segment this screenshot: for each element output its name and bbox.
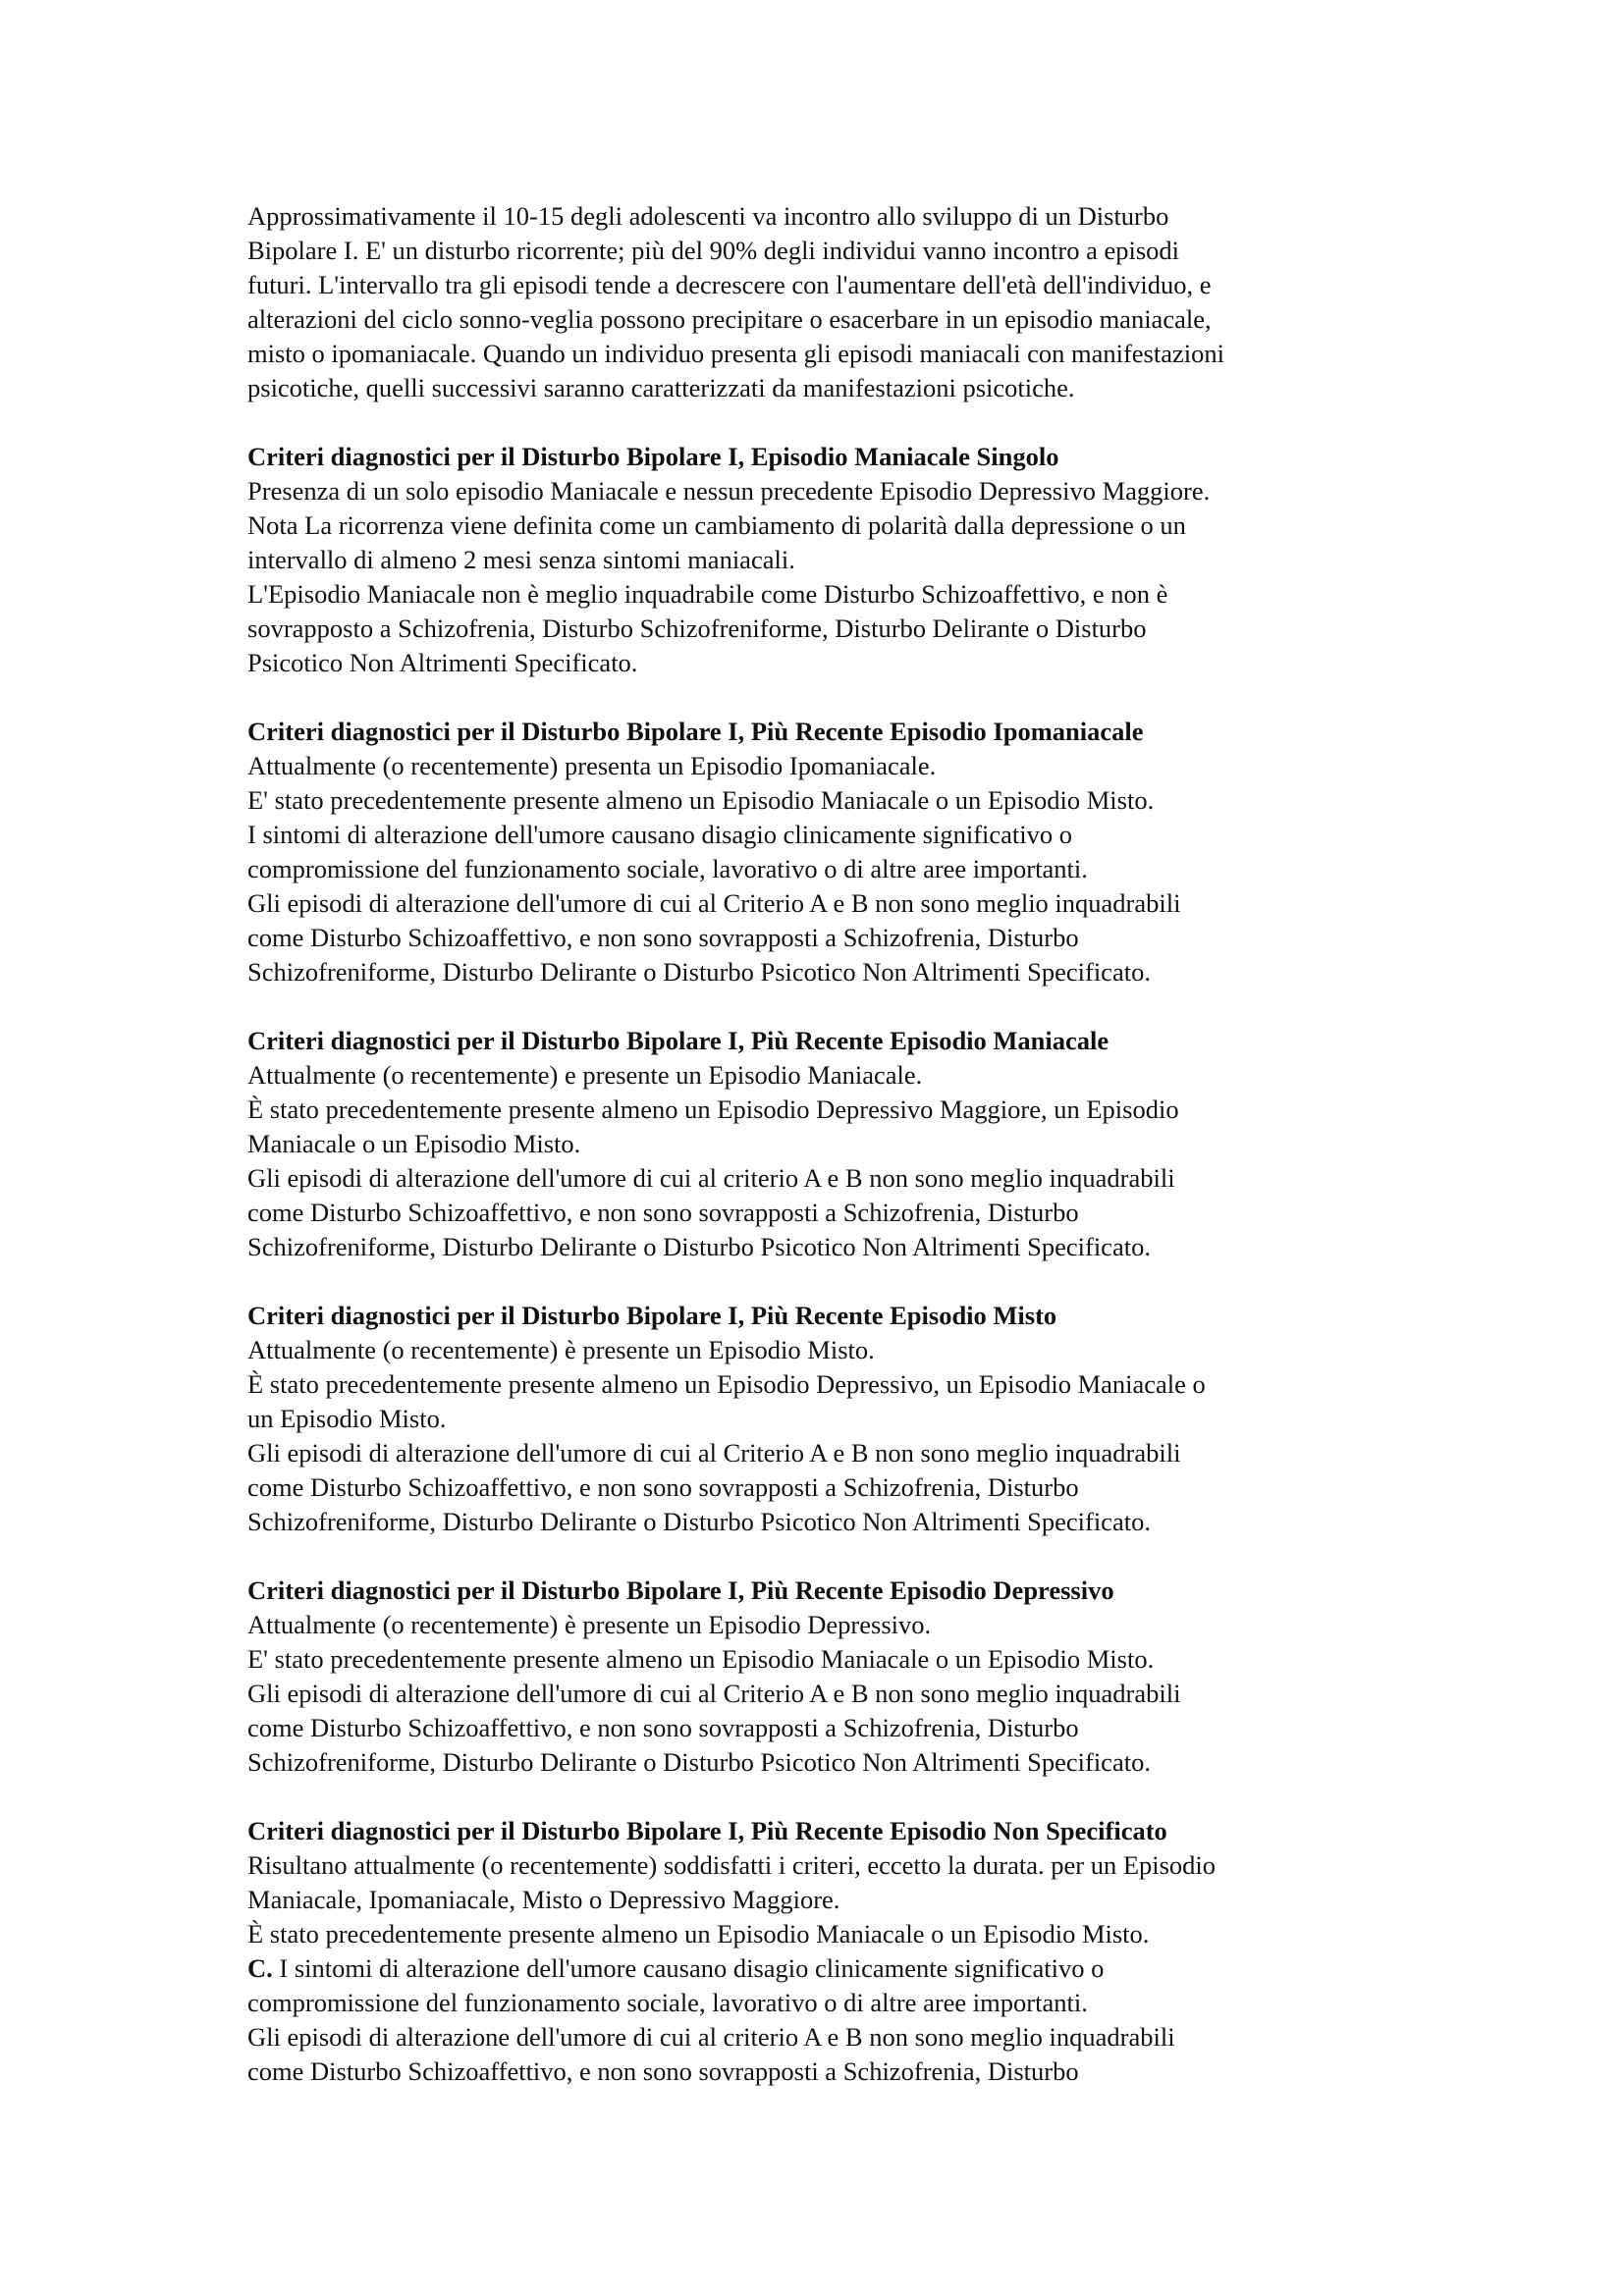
text-line: sovrapposto a Schizofrenia, Disturbo Schizofreniforme, Disturbo Delirante o Disturbo bbox=[247, 614, 1147, 643]
text-line: Gli episodi di alterazione dell'umore di cui al Criterio A e B non sono meglio inquadrabili bbox=[247, 888, 1181, 918]
text-line: Schizofreniforme, Disturbo Delirante o Disturbo Psicotico Non Altrimenti Specificato. bbox=[247, 1747, 1151, 1777]
criterion-c-label: C. bbox=[247, 1953, 273, 1983]
text-line: È stato precedentemente presente almeno un Episodio Depressivo, un Episodio Maniacale o bbox=[247, 1369, 1206, 1399]
text-line: È stato precedentemente presente almeno un Episodio Maniacale o un Episodio Misto. bbox=[247, 1919, 1150, 1949]
text-line: un Episodio Misto. bbox=[247, 1404, 447, 1433]
text-line: Schizofreniforme, Disturbo Delirante o Disturbo Psicotico Non Altrimenti Specificato. bbox=[247, 1507, 1151, 1536]
section-heading: Criteri diagnostici per il Disturbo Bipolare I, Più Recente Episodio Misto bbox=[247, 1301, 1057, 1330]
text-line: come Disturbo Schizoaffettivo, e non sono sovrapposti a Schizofrenia, Disturbo bbox=[247, 1198, 1079, 1227]
section-heading: Criteri diagnostici per il Disturbo Bipolare I, Più Recente Episodio Depressivo bbox=[247, 1575, 1114, 1605]
text-line: E' stato precedentemente presente almeno un Episodio Maniacale o un Episodio Misto. bbox=[247, 1644, 1155, 1674]
section-heading: Criteri diagnostici per il Disturbo Bipolare I, Più Recente Episodio Non Specificato bbox=[247, 1816, 1167, 1845]
text-line: misto o ipomaniacale. Quando un individuo presenta gli episodi maniacali con manifestazioni bbox=[247, 339, 1224, 368]
text-line: Maniacale o un Episodio Misto. bbox=[247, 1129, 581, 1158]
document-page bbox=[247, 199, 1396, 2089]
section-maniacale bbox=[247, 1024, 1396, 1264]
text-line: I sintomi di alterazione dell'umore causano disagio clinicamente significativo o bbox=[247, 820, 1073, 849]
text-line: compromissione del funzionamento sociale, lavorativo o di altre aree importanti. bbox=[247, 854, 1088, 883]
text-line: alterazioni del ciclo sonno-veglia possono precipitare o esacerbare in un episodio maniacale, bbox=[247, 304, 1212, 334]
text-line: È stato precedentemente presente almeno un Episodio Depressivo Maggiore, un Episodio bbox=[247, 1095, 1179, 1124]
text-line: come Disturbo Schizoaffettivo, e non sono sovrapposti a Schizofrenia, Disturbo bbox=[247, 923, 1079, 952]
text-line: psicotiche, quelli successivi saranno caratterizzati da manifestazioni psicotiche. bbox=[247, 373, 1075, 402]
text-line: come Disturbo Schizoaffettivo, e non sono sovrapposti a Schizofrenia, Disturbo bbox=[247, 1472, 1079, 1502]
intro-paragraph bbox=[247, 199, 1396, 405]
text-line: Approssimativamente il 10-15 degli adolescenti va incontro allo sviluppo di un Disturbo bbox=[247, 201, 1169, 231]
text-line: Attualmente (o recentemente) e presente un Episodio Maniacale. bbox=[247, 1060, 923, 1090]
section-heading: Criteri diagnostici per il Disturbo Bipolare I, Più Recente Episodio Ipomaniacale bbox=[247, 717, 1144, 746]
text-line: Gli episodi di alterazione dell'umore di cui al Criterio A e B non sono meglio inquadrabili bbox=[247, 1679, 1181, 1708]
text-line: E' stato precedentemente presente almeno un Episodio Maniacale o un Episodio Misto. bbox=[247, 785, 1155, 815]
text-line: Gli episodi di alterazione dell'umore di cui al criterio A e B non sono meglio inquadrabili bbox=[247, 2022, 1175, 2052]
text-line: Psicotico Non Altrimenti Specificato. bbox=[247, 648, 638, 677]
text-line: Bipolare I. E' un disturbo ricorrente; più del 90% degli individui vanno incontro a episodi bbox=[247, 236, 1180, 265]
text-line: come Disturbo Schizoaffettivo, e non sono sovrapposti a Schizofrenia, Disturbo bbox=[247, 1713, 1079, 1742]
text-line: L'Episodio Maniacale non è meglio inquadrabile come Disturbo Schizoaffettivo, e non è bbox=[247, 579, 1168, 609]
text-line: Attualmente (o recentemente) è presente un Episodio Misto. bbox=[247, 1335, 875, 1364]
section-misto bbox=[247, 1299, 1396, 1539]
text-line: Attualmente (o recentemente) è presente un Episodio Depressivo. bbox=[247, 1610, 932, 1639]
section-heading: Criteri diagnostici per il Disturbo Bipolare I, Più Recente Episodio Maniacale bbox=[247, 1026, 1109, 1055]
text-line: Risultano attualmente (o recentemente) soddisfatti i criteri, eccetto la durata. per un Episodio bbox=[247, 1850, 1217, 1880]
text-line: Schizofreniforme, Disturbo Delirante o Disturbo Psicotico Non Altrimenti Specificato. bbox=[247, 1232, 1151, 1261]
text-line: Presenza di un solo episodio Maniacale e nessun precedente Episodio Depressivo Maggiore. bbox=[247, 476, 1211, 506]
text-line: Maniacale, Ipomaniacale, Misto o Depressivo Maggiore. bbox=[247, 1885, 840, 1914]
text-line: Gli episodi di alterazione dell'umore di cui al Criterio A e B non sono meglio inquadrabili bbox=[247, 1438, 1181, 1468]
section-heading: Criteri diagnostici per il Disturbo Bipolare I, Episodio Maniacale Singolo bbox=[247, 442, 1059, 471]
text-line: intervallo di almeno 2 mesi senza sintomi maniacali. bbox=[247, 545, 795, 574]
text-line: compromissione del funzionamento sociale, lavorativo o di altre aree importanti. bbox=[247, 1988, 1088, 2017]
criterion-c-line bbox=[247, 1951, 1396, 1986]
criterion-c-text: I sintomi di alterazione dell'umore causano disagio clinicamente significativo o bbox=[272, 1953, 1105, 1983]
section-depressivo bbox=[247, 1574, 1396, 1780]
section-maniacale-singolo bbox=[247, 440, 1396, 680]
section-ipomaniacale bbox=[247, 715, 1396, 989]
text-line: come Disturbo Schizoaffettivo, e non sono sovrapposti a Schizofrenia, Disturbo bbox=[247, 2056, 1079, 2086]
text-line: futuri. L'intervallo tra gli episodi tende a decrescere con l'aumentare dell'età dell'individuo, e bbox=[247, 270, 1212, 299]
text-line: Schizofreniforme, Disturbo Delirante o Disturbo Psicotico Non Altrimenti Specificato. bbox=[247, 957, 1151, 987]
section-non-specificato bbox=[247, 1814, 1396, 2089]
text-line: Gli episodi di alterazione dell'umore di cui al criterio A e B non sono meglio inquadrabili bbox=[247, 1163, 1175, 1193]
text-line: Nota La ricorrenza viene definita come un cambiamento di polarità dalla depressione o un bbox=[247, 510, 1186, 540]
text-line: Attualmente (o recentemente) presenta un Episodio Ipomaniacale. bbox=[247, 751, 937, 780]
